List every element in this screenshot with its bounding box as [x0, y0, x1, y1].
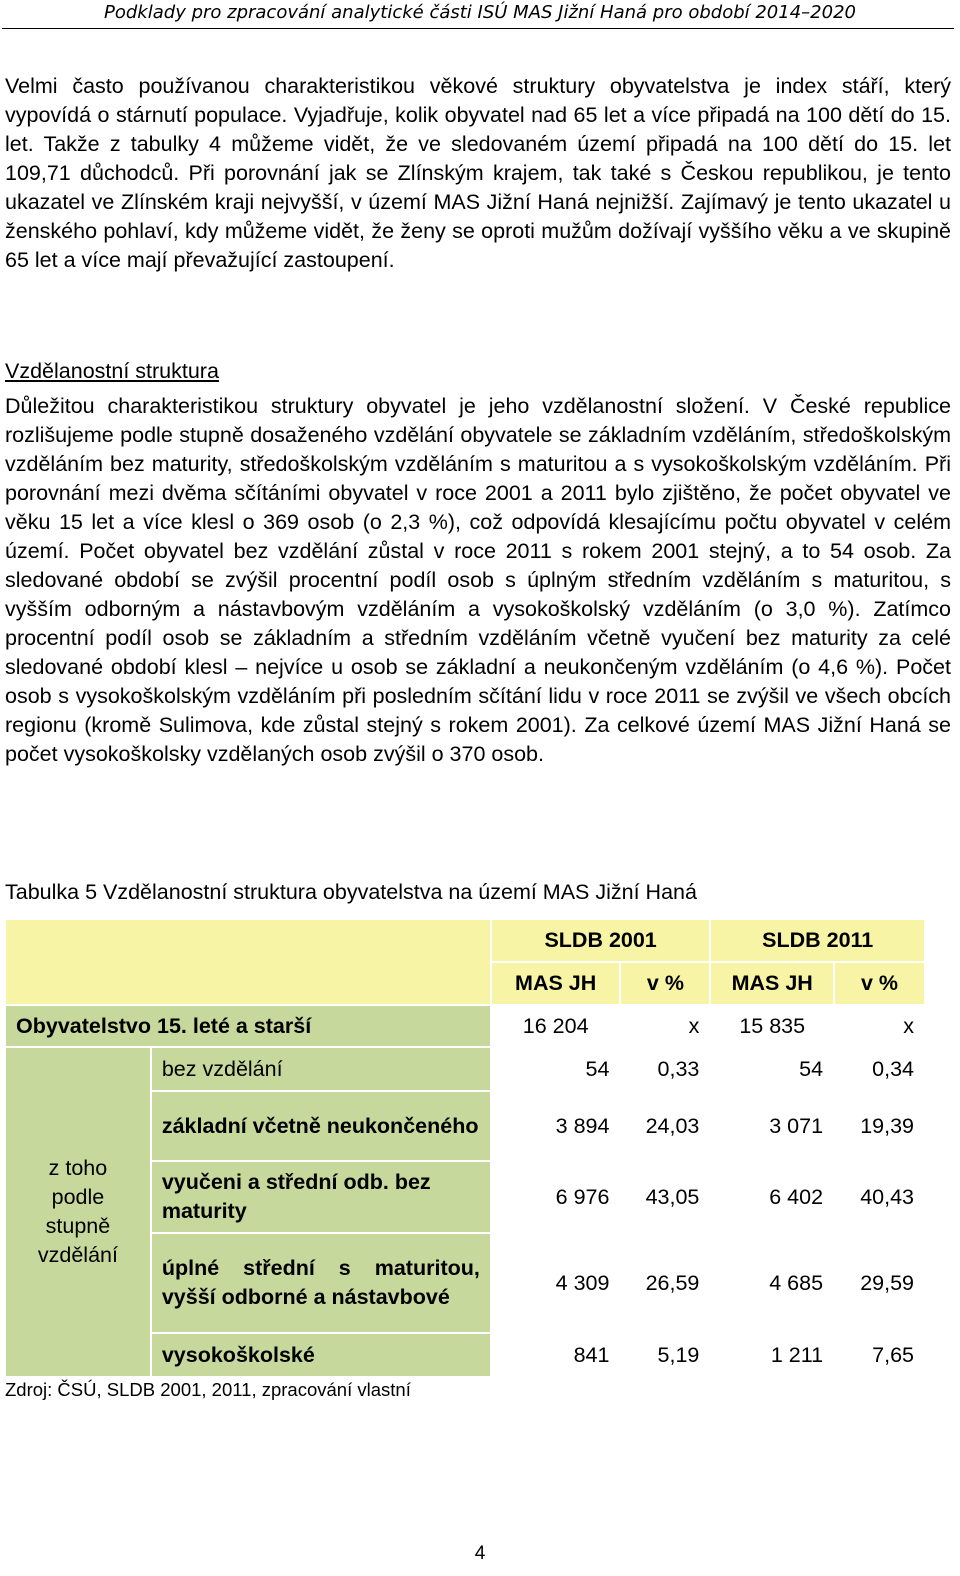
cell-pct-2001: 43,05	[620, 1161, 710, 1233]
cell-value-2001: 841	[491, 1333, 621, 1377]
cell-pct-2011: 7,65	[834, 1333, 925, 1377]
group-label: z toho podle stupně vzdělání	[37, 1156, 118, 1267]
row-label: bez vzdělání	[151, 1047, 491, 1091]
header-masjh-2001: MAS JH	[491, 962, 621, 1005]
header-masjh-2011: MAS JH	[710, 962, 834, 1005]
table-caption: Tabulka 5 Vzdělanostní struktura obyvatelstva na území MAS Jižní Haná	[5, 880, 697, 904]
cell-value-2011: 54	[710, 1047, 834, 1091]
cell-value-2001: 16 204	[491, 1005, 621, 1047]
row-label: vysokoškolské	[151, 1333, 491, 1377]
cell-value-2011: 15 835	[710, 1005, 834, 1047]
section-heading-text: Vzdělanostní struktura	[5, 359, 219, 383]
cell-pct-2011: 40,43	[834, 1161, 925, 1233]
cell-pct-2001: 5,19	[620, 1333, 710, 1377]
cell-value-2001: 4 309	[491, 1233, 621, 1333]
table-source: Zdroj: ČSÚ, SLDB 2001, 2011, zpracování vlastní	[5, 1379, 411, 1400]
cell-pct-2011: 19,39	[834, 1091, 925, 1161]
page-number: 4	[474, 1543, 486, 1564]
row-label: Obyvatelstvo 15. leté a starší	[5, 1005, 491, 1047]
cell-pct-2001: x	[620, 1005, 710, 1047]
row-label: základní včetně neukončeného	[151, 1091, 491, 1161]
cell-value-2001: 54	[491, 1047, 621, 1091]
header-pct-2001: v %	[620, 962, 710, 1005]
cell-pct-2011: 0,34	[834, 1047, 925, 1091]
table-header-row-1	[5, 919, 925, 962]
cell-value-2011: 1 211	[710, 1333, 834, 1377]
cell-value-2001: 6 976	[491, 1161, 621, 1233]
cell-pct-2001: 26,59	[620, 1233, 710, 1333]
cell-pct-2011: 29,59	[834, 1233, 925, 1333]
header-pct-2011: v %	[834, 962, 925, 1005]
header-divider	[2, 28, 954, 29]
paragraph-index-stari: Velmi často používanou charakteristikou věkové struktury obyvatelstva je index stáří, který vypovídá o stárnutí populace. Vyjadřuje, kolik obyvatel nad 65 let a více připadá na 100 dětí do 15. let. Takže z tabulky 4 můžeme vidět, že ve sledovaném území připadá na 100 dětí do 15. let 109,71 důchodců. Při porovnání jak se Zlínským krajem, tak také s Českou republikou, je tento ukazatel ve Zlínském kraji nejvyšší, v území MAS Jižní Haná nejnižší. Zajímavý je tento ukazatel u ženského pohlaví, kdy můžeme vidět, že ženy se oproti mužům dožívají vyššího věku a ve skupině 65 let a více mají převažující zastoupení.	[5, 74, 951, 272]
cell-value-2001: 3 894	[491, 1091, 621, 1161]
table-row	[5, 1047, 925, 1091]
education-table	[4, 918, 926, 1378]
cell-pct-2001: 0,33	[620, 1047, 710, 1091]
header-empty-cell	[5, 919, 491, 1005]
cell-pct-2001: 24,03	[620, 1091, 710, 1161]
page-header: Podklady pro zpracování analytické části ISÚ MAS Jižní Haná pro období 2014–2020	[104, 2, 856, 23]
table-row-total	[5, 1005, 925, 1047]
paragraph-vzdelanost: Důležitou charakteristikou struktury obyvatel je jeho vzdělanostní složení. V České republice rozlišujeme podle stupně dosaženého vzdělání obyvatele se základním vzděláním, středoškolským vzděláním bez maturity, středoškolským vzděláním s maturitou a s vysokoškolským vzděláním. Při porovnání mezi dvěma sčítáními obyvatel v roce 2001 a 2011 bylo zjištěno, že počet obyvatel ve věku 15 let a více klesl o 369 osob (o 2,3 %), což odpovídá klesajícímu počtu obyvatel v celém území. Počet obyvatel bez vzdělání zůstal v roce 2011 s rokem 2001 stejný, a to 54 osob. Za sledované období se zvýšil procentní podíl osob s úplným středním vzděláním s maturitou, s vyšším odborným a nástavbovým vzděláním a vysokoškolský vzděláním (o 3,0 %). Zatímco procentní podíl osob se základním a středním vzděláním včetně vyučení bez maturity za celé sledované období klesl – nejvíce u osob se základní a neukončeným vzděláním (o 4,6 %). Počet osob s vysokoškolským vzděláním při posledním sčítání lidu v roce 2011 se zvýšil ve všech obcích regionu (kromě Sulimova, kde zůstal stejný s rokem 2001). Za celkové území MAS Jižní Haná se počet vysokoškolsky vzdělaných osob zvýšil o 370 osob.	[5, 394, 951, 766]
group-label-cell	[5, 1047, 151, 1377]
header-sldb-2001: SLDB 2001	[491, 919, 711, 962]
row-label: vyučeni a střední odb. bez maturity	[151, 1161, 491, 1233]
cell-value-2011: 6 402	[710, 1161, 834, 1233]
cell-value-2011: 3 071	[710, 1091, 834, 1161]
cell-pct-2011: x	[834, 1005, 925, 1047]
section-heading	[5, 357, 951, 386]
cell-value-2011: 4 685	[710, 1233, 834, 1333]
row-label: úplné střední s maturitou, vyšší odborné a nástavbové	[151, 1233, 491, 1333]
header-sldb-2011: SLDB 2011	[710, 919, 925, 962]
